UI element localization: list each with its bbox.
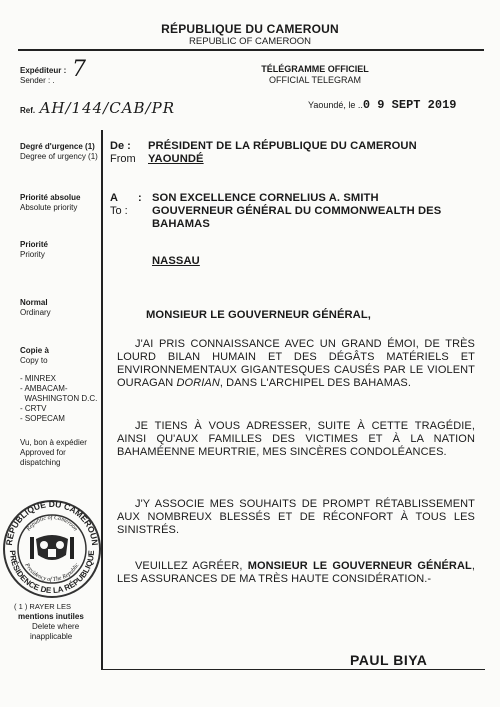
sender-value: 7 — [72, 57, 86, 82]
copy-list — [20, 374, 100, 424]
absolute-priority-fr: Priorité absolue — [20, 193, 81, 202]
ref-value: AH/144/CAB/PR — [39, 99, 176, 117]
ref-label: Ref. — [20, 106, 36, 115]
from-labels — [110, 140, 136, 166]
republic-title-en: REPUBLIC OF CAMEROON — [189, 36, 311, 47]
from-line-1: PRÉSIDENT DE LA RÉPUBLIQUE DU CAMEROUN — [148, 140, 417, 152]
priority-en: Priority — [20, 250, 45, 259]
approved-fr: Vu, bon à expédier — [20, 438, 87, 447]
urgency-label-fr: Degré d'urgence (1) — [20, 142, 95, 151]
copy-item: - CRTV — [20, 404, 47, 413]
to-line-2: GOUVERNEUR GÉNÉRAL DU COMMONWEALTH DES — [152, 205, 442, 217]
footnote-block — [14, 602, 100, 642]
salutation: MONSIEUR LE GOUVERNEUR GÉNÉRAL, — [146, 309, 372, 321]
priority-block — [20, 240, 48, 260]
date-prefix: Yaoundé, le .. — [308, 100, 363, 110]
footnote-line-2: mentions inutiles — [18, 612, 84, 621]
copy-item: - AMBACAM- — [20, 384, 68, 393]
copy-block — [20, 346, 49, 366]
ref-block — [20, 99, 175, 118]
approved-block — [20, 438, 87, 468]
from-line-2: YAOUNDÉ — [148, 153, 204, 165]
sender-block — [20, 66, 66, 86]
date-stamp: 0 9 SEPT 2019 — [362, 98, 457, 112]
seal-bottom-text: PRÉSIDENCE DE LA RÉPUBLIQUE — [7, 550, 97, 596]
seal-top-text: RÉPUBLIQUE DU CAMEROUN — [3, 498, 101, 546]
bottom-rule — [101, 669, 485, 670]
telegram-title-fr: TÉLÉGRAMME OFFICIEL — [261, 64, 369, 74]
to-line-1: SON EXCELLENCE CORNELIUS A. SMITH — [152, 192, 379, 204]
approved-en-2: dispatching — [20, 458, 61, 467]
footnote-line-1: ( 1 ) RAYER LES — [14, 602, 71, 611]
footnote-line-4: inapplicable — [30, 632, 73, 641]
sender-label-en: Sender : . — [20, 76, 55, 85]
a-label: A : — [110, 192, 142, 204]
telegram-title-en: OFFICIAL TELEGRAM — [268, 75, 362, 85]
absolute-priority-en: Absolute priority — [20, 203, 78, 212]
to-label: To : — [110, 205, 128, 217]
from-label: From — [110, 153, 136, 165]
priority-fr: Priorité — [20, 240, 49, 249]
urgency-label-en: Degree of urgency (1) — [20, 152, 98, 161]
normal-en: Ordinary — [20, 308, 51, 317]
paragraph-3: J'Y ASSOCIE MES SOUHAITS DE PROMPT RÉTABLISSEMENT AUX NOMBREUX BLESSÉS ET DE RÉCONFORT À TOUS LES SINISTRÉS. — [117, 498, 475, 536]
approved-en-1: Approved for — [20, 448, 66, 457]
hurricane-name: DORIAN — [176, 377, 220, 389]
to-block — [152, 192, 488, 231]
paragraph-1: J'AI PRIS CONNAISSANCE AVEC UN GRAND ÉMOI, DE TRÈS LOURD BILAN HUMAIN ET DES DÉGÂTS MATÉRIELS ET ENVIRONNEMENTAUX GIGANTESQUES CAUSÉS PAR LE VIOLENT OURAGAN DORIAN, DANS L'ARCHIPEL DES BAHAMAS. — [117, 338, 475, 389]
to-line-3: BAHAMAS — [152, 218, 210, 230]
copy-item: - SOPECAM — [20, 414, 65, 423]
normal-fr: Normal — [20, 298, 48, 307]
copy-label-en: Copy to — [20, 356, 48, 365]
de-label: De : — [110, 140, 131, 152]
copy-item: WASHINGTON D.C. — [20, 394, 98, 403]
date-line — [308, 98, 457, 112]
sender-label-fr: Expéditeur : — [20, 66, 67, 75]
normal-block — [20, 298, 51, 318]
footnote-line-3: Delete where — [32, 622, 80, 631]
addressee-title: MONSIEUR LE GOUVERNEUR GÉNÉRAL — [247, 560, 472, 572]
seal-inner-top-text: Republic of Cameroon — [25, 514, 79, 533]
paragraph-2: JE TIENS À VOUS ADRESSER, SUITE À CETTE TRAGÉDIE, AINSI QU'AUX FAMILLES DES VICTIMES ET À LA NATION BAHAMÉENNE MEURTRIE, MES SINCÈRES CONDOLÉANCES. — [117, 420, 475, 458]
paragraph-4: VEUILLEZ AGRÉER, MONSIEUR LE GOUVERNEUR GÉNÉRAL, LES ASSURANCES DE MA TRÈS HAUTE CONSIDÉRATION.- — [117, 560, 475, 585]
seal-emblem — [30, 535, 74, 560]
to-city: NASSAU — [152, 255, 200, 267]
to-labels — [110, 192, 142, 218]
copy-item: - MINREX — [20, 374, 56, 383]
from-block — [148, 140, 488, 166]
seal-inner-bottom-text: Presidency of The Republic — [23, 562, 81, 584]
signature: PAUL BIYA — [350, 652, 428, 668]
presidency-seal — [0, 493, 102, 601]
absolute-priority-block — [20, 193, 80, 213]
copy-label-fr: Copie à — [20, 346, 49, 355]
republic-title-fr: RÉPUBLIQUE DU CAMEROUN — [161, 22, 339, 36]
urgency-block — [20, 142, 98, 162]
header-rule — [18, 49, 484, 51]
